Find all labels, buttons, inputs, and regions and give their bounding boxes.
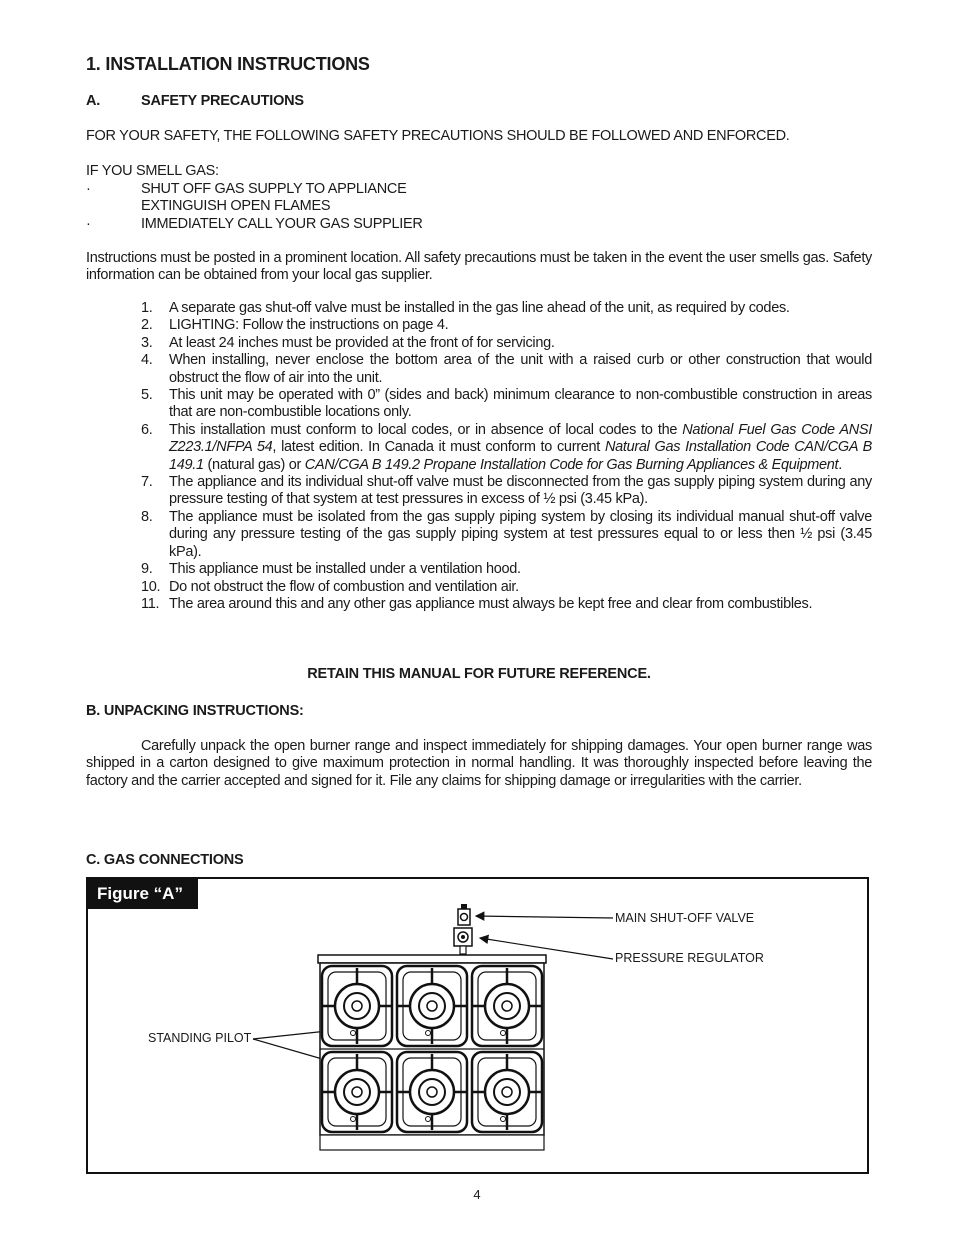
smell-gas-list: [86, 181, 872, 233]
instructions-paragraph: Instructions must be posted in a prominent location. All safety precautions must be taken in the event the user smells gas. Safety information can be obtained from your local gas supplier.: [86, 250, 872, 284]
figure-a: [86, 877, 869, 1174]
section-b-heading: B. UNPACKING INSTRUCTIONS:: [86, 703, 304, 719]
retain-manual-notice: RETAIN THIS MANUAL FOR FUTURE REFERENCE.: [307, 666, 651, 682]
valve-leader-line: [476, 916, 613, 918]
list-item: 7. The appliance and its individual shut-off valve must be disconnected from the gas supply piping system during any pressure testing of that system at test pressures in excess of ½ psi (3.45 kPa).: [141, 474, 872, 508]
list-item: · SHUT OFF GAS SUPPLY TO APPLIANCE: [86, 181, 407, 197]
list-item: · IMMEDIATELY CALL YOUR GAS SUPPLIER: [86, 215, 423, 232]
list-item: 5. This unit may be operated with 0” (sides and back) minimum clearance to non-combustible construction in areas that are non-combustible locations only.: [141, 387, 872, 421]
section-a-heading: [86, 93, 304, 109]
safety-steps-list: [141, 300, 872, 613]
list-item: 6. This installation must conform to local codes, or in absence of local codes to the National Fuel Gas Code ANSI Z223.1/NFPA 54, latest edition. In Canada it must conform to current Natural Gas Installation Code CAN/CGA B 149.1 (natural gas) or CAN/CGA B 149.2 Propane Installation Code for Gas Burning Appliances & Equipment.: [141, 421, 872, 473]
section-c-heading: C. GAS CONNECTIONS: [86, 852, 244, 868]
list-item: 2. LIGHTING: Follow the instructions on page 4.: [141, 317, 449, 334]
list-item: 1. A separate gas shut-off valve must be installed in the gas line ahead of the unit, as required by codes.: [141, 300, 790, 316]
callout-standing-pilot: STANDING PILOT: [148, 1031, 252, 1045]
list-item: 10. Do not obstruct the flow of combustion and ventilation air.: [141, 578, 519, 595]
pressure-regulator-icon: [454, 928, 472, 954]
page-title: 1. INSTALLATION INSTRUCTIONS: [86, 54, 370, 74]
list-item: 3. At least 24 inches must be provided at the front of for servicing.: [141, 334, 555, 351]
list-item: 9. This appliance must be installed under a ventilation hood.: [141, 561, 521, 578]
unpacking-paragraph: Carefully unpack the open burner range and inspect immediately for shipping damages. Your open burner range was shipped in a carton designed to give maximum protection in normal handling. It was thoroughly inspected before leaving the factory and the carrier accepted and signed for it. File any claims for shipping damage or irregularities with the carrier.: [86, 738, 872, 789]
callout-pressure-regulator: PRESSURE REGULATOR: [615, 951, 764, 965]
page-number: 4: [473, 1187, 481, 1202]
figure-label: Figure “A”: [88, 879, 198, 909]
section-a-letter: A.: [86, 93, 101, 109]
list-item: 4. When installing, never enclose the bottom area of the unit with a raised curb or other construction that would obstruct the flow of air into the unit.: [141, 352, 872, 386]
list-item: 11. The area around this and any other gas appliance must always be kept free and clear from combustibles.: [141, 595, 813, 612]
safety-warning: FOR YOUR SAFETY, THE FOLLOWING SAFETY PRECAUTIONS SHOULD BE FOLLOWED AND ENFORCED.: [86, 128, 790, 144]
list-item: EXTINGUISH OPEN FLAMES: [141, 198, 331, 215]
callout-shutoff-valve: MAIN SHUT-OFF VALVE: [615, 911, 755, 925]
section-a-title: SAFETY PRECAUTIONS: [141, 93, 304, 109]
shutoff-valve-icon: [458, 904, 470, 925]
smell-gas-heading: IF YOU SMELL GAS:: [86, 163, 219, 179]
list-item: 8. The appliance must be isolated from the gas supply piping system by closing its individual manual shut-off valve during any pressure testing of the gas supply piping system at test pressures equal to or less then ½ psi (3.45 kPa).: [141, 508, 872, 560]
